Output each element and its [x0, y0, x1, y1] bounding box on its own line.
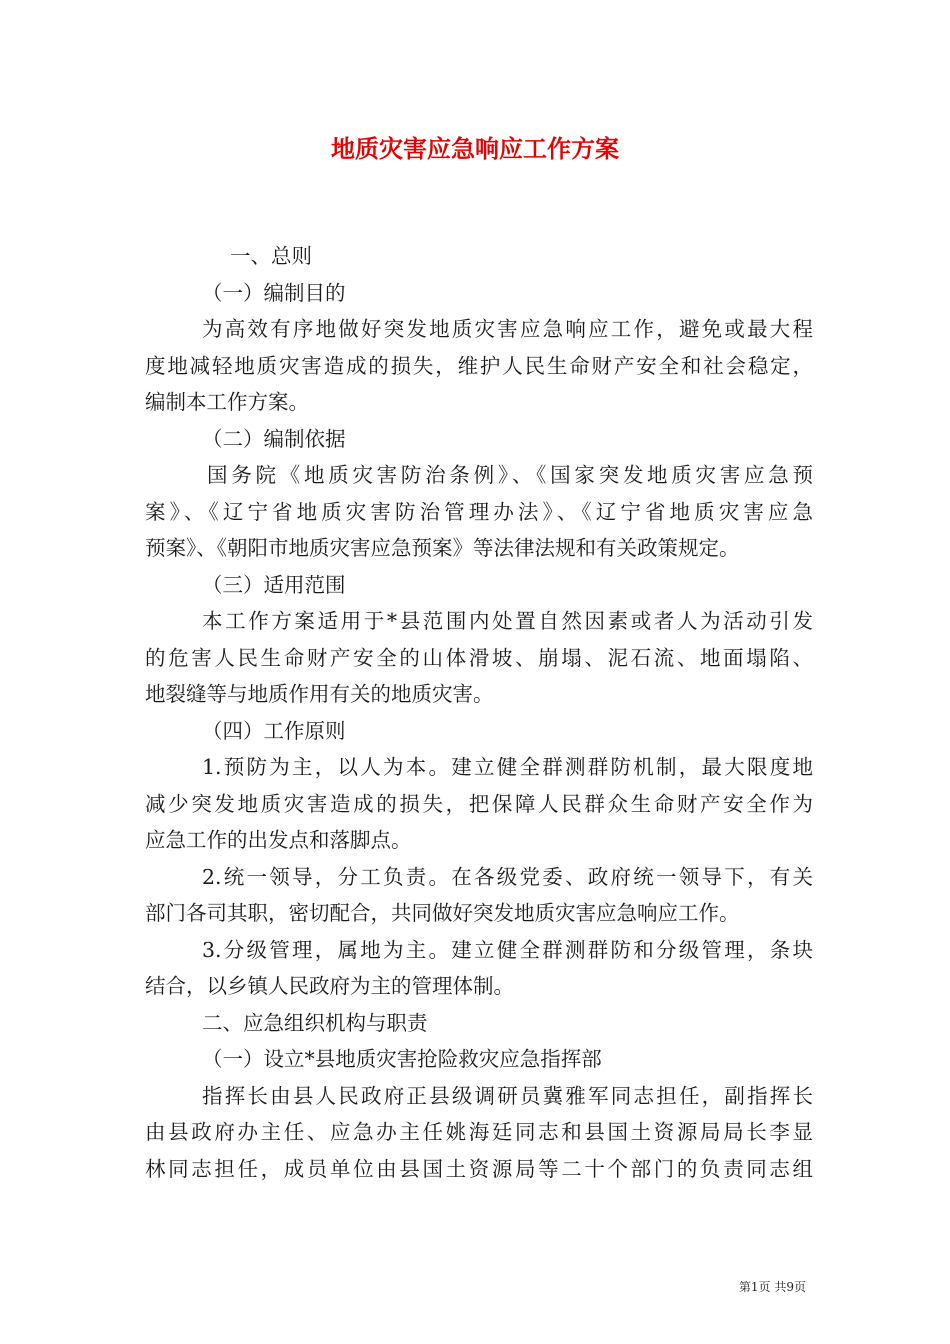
paragraph-line: 地裂缝等与地质作用有关的地质灾害。 [145, 682, 494, 706]
paragraph-line: 指挥长由县人民政府正县级调研员冀雅军同志担任，副指挥长 [202, 1083, 813, 1108]
subsection-heading-principles: （四）工作原则 [202, 718, 346, 743]
paragraph-line: 的危害人民生命财产安全的山体滑坡、崩塌、泥石流、地面塌陷、 [145, 645, 813, 670]
paragraph-line: 1.预防为主，以人为本。建立健全群测群防机制，最大限度地 [202, 755, 813, 779]
paragraph-line: 林同志担任，成员单位由县国土资源局等二十个部门的负责同志组 [145, 1156, 813, 1181]
subsection-heading-scope: （三）适用范围 [202, 572, 346, 597]
paragraph-line: 为高效有序地做好突发地质灾害应急响应工作，避免或最大程 [202, 317, 813, 341]
paragraph-line: 减少突发地质灾害造成的损失，把保障人民群众生命财产安全作为 [145, 791, 813, 816]
document-title: 地质灾害应急响应工作方案 [331, 135, 619, 163]
subsection-heading-command: （一）设立*县地质灾害抢险救灾应急指挥部 [202, 1047, 602, 1071]
section-heading-organization: 二、应急组织机构与职责 [202, 1010, 428, 1035]
paragraph-line: 国务院《地质灾害防治条例》、《国家突发地质灾害应急预 [207, 463, 813, 487]
paragraph-line: 案》、《辽宁省地质灾害防治管理办法》、《辽宁省地质灾害应急 [145, 499, 813, 524]
subsection-heading-basis: （二）编制依据 [202, 426, 346, 451]
section-heading-general: 一、总则 [230, 244, 312, 268]
paragraph-line: 由县政府办主任、应急办主任姚海廷同志和县国土资源局局长李显 [145, 1120, 813, 1144]
paragraph-line: 部门各司其职，密切配合，共同做好突发地质灾害应急响应工作。 [145, 901, 740, 925]
paragraph-line: 应急工作的出发点和落脚点。 [145, 828, 412, 852]
paragraph-line: 结合，以乡镇人民政府为主的管理体制。 [145, 974, 514, 998]
paragraph-line: 本工作方案适用于*县范围内处置自然因素或者人为活动引发 [202, 609, 813, 633]
document-body [145, 238, 813, 1187]
page-number: 第1页 共9页 [738, 1280, 806, 1294]
subsection-heading-purpose: （一）编制目的 [202, 280, 346, 305]
paragraph-line: 2.统一领导，分工负责。在各级党委、政府统一领导下，有关 [202, 864, 813, 889]
paragraph-line: 预案》、《朝阳市地质灾害应急预案》等法律法规和有关政策规定。 [145, 536, 740, 560]
paragraph-line: 度地减轻地质灾害造成的损失，维护人民生命财产安全和社会稳定， [145, 353, 813, 378]
paragraph-line: 3.分级管理，属地为主。建立健全群测群防和分级管理，条块 [202, 937, 813, 962]
paragraph-line: 编制本工作方案。 [145, 390, 309, 414]
